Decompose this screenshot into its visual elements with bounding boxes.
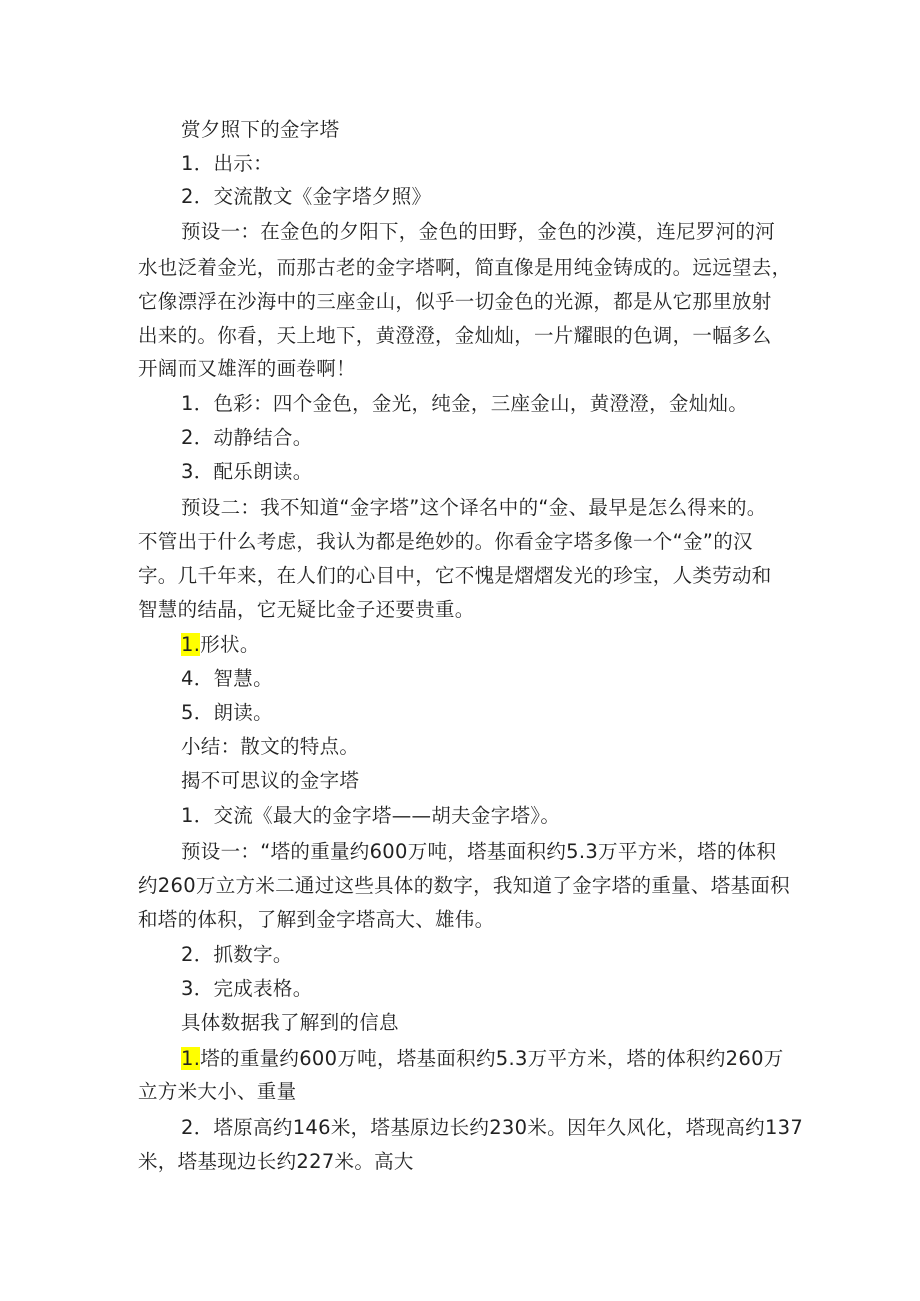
paragraph-line: 智慧的结晶，它无疑比金子还要贵重。 — [138, 598, 475, 621]
list-item-text: 形状。 — [200, 633, 260, 656]
highlighted-number: 1. — [181, 633, 201, 656]
list-item: 2．交流散文《金字塔夕照》 — [181, 185, 432, 208]
table-header: 具体数据我了解到的信息 — [181, 1011, 399, 1034]
paragraph-line: 预设二：我不知道“金字塔”这个译名中的“金、最早是怎么得来的。 — [181, 496, 767, 519]
list-item: 2．动静结合。 — [181, 426, 313, 449]
summary-line: 小结：散文的特点。 — [181, 735, 360, 758]
section-title: 赏夕照下的金字塔 — [181, 118, 340, 141]
paragraph-line: 和塔的体积，了解到金字塔高大、雄伟。 — [138, 908, 495, 931]
section-title: 揭不可思议的金字塔 — [181, 769, 360, 792]
list-item — [181, 628, 788, 662]
table-row — [181, 1042, 788, 1076]
list-item: 4．智慧。 — [181, 667, 273, 690]
table-row-continuation: 米，塔基现边长约227米。高大 — [138, 1150, 414, 1173]
paragraph-line: 开阔而又雄浑的画卷啊！ — [138, 357, 356, 380]
list-item: 2．抓数字。 — [181, 943, 293, 966]
list-item: 1．出示： — [181, 152, 273, 175]
table-row-continuation: 立方米大小、重量 — [138, 1080, 297, 1103]
list-item: 1．色彩：四个金色，金光，纯金，三座金山，黄澄澄，金灿灿。 — [181, 392, 749, 415]
paragraph-line: 字。几千年来，在人们的心目中，它不愧是熠熠发光的珍宝，人类劳动和 — [138, 564, 772, 587]
table-cell: 塔的重量约600万吨，塔基面积约5.3万平方米，塔的体积约260万 — [200, 1047, 784, 1070]
paragraph-line: 水也泛着金光，而那古老的金字塔啊，简直像是用纯金铸成的。远远望去， — [138, 256, 792, 279]
list-item: 3．配乐朗读。 — [181, 460, 313, 483]
paragraph-line: 预设一：“塔的重量约600万吨，塔基面积约5.3万平方米，塔的体积 — [181, 840, 777, 863]
highlighted-number: 1. — [181, 1047, 201, 1070]
table-row: 2．塔原高约146米，塔基原边长约230米。因年久风化，塔现高约137 — [181, 1116, 804, 1139]
paragraph-line: 它像漂浮在沙海中的三座金山，似乎一切金色的光源，都是从它那里放射 — [138, 290, 772, 313]
paragraph-line: 约260万立方米二通过这些具体的数字，我知道了金字塔的重量、塔基面积 — [138, 874, 790, 897]
paragraph-line: 预设一：在金色的夕阳下，金色的田野，金色的沙漠，连尼罗河的河 — [181, 220, 776, 243]
list-item: 3．完成表格。 — [181, 977, 313, 1000]
paragraph-line: 出来的。你看，天上地下，黄澄澄，金灿灿，一片耀眼的色调，一幅多么 — [138, 324, 772, 347]
list-item: 1．交流《最大的金字塔——胡夫金字塔》。 — [181, 804, 561, 827]
list-item: 5．朗读。 — [181, 701, 273, 724]
paragraph-line: 不管出于什么考虑，我认为都是绝妙的。你看金字塔多像一个“金”的汉 — [138, 530, 753, 553]
